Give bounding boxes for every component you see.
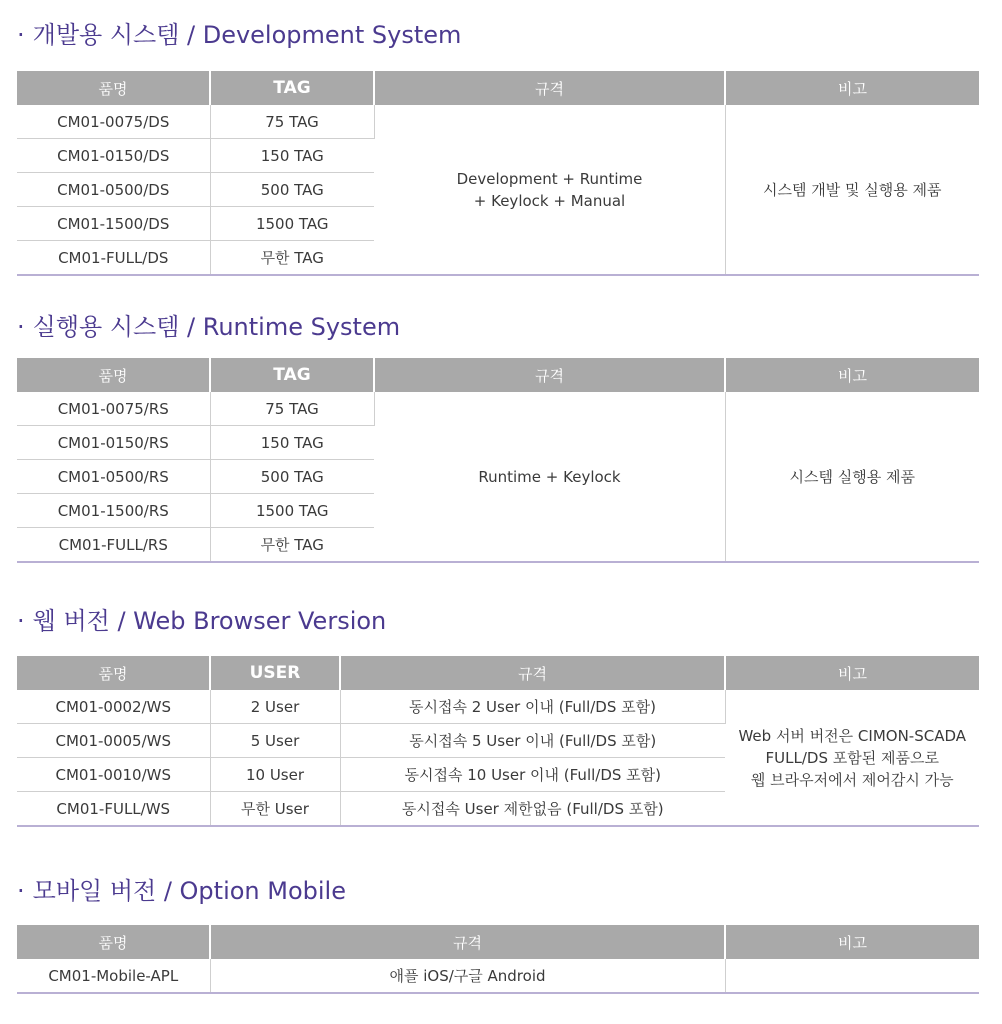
header-spec: 규격 bbox=[210, 925, 725, 959]
qty-cell: 무한 User bbox=[210, 792, 340, 827]
item-cell: CM01-0075/RS bbox=[17, 392, 210, 426]
qty-cell: 150 TAG bbox=[210, 139, 374, 173]
spec-table bbox=[17, 71, 979, 276]
item-cell: CM01-0002/WS bbox=[17, 690, 210, 724]
item-cell: CM01-0500/DS bbox=[17, 173, 210, 207]
header-note: 비고 bbox=[725, 656, 979, 690]
header-note: 비고 bbox=[725, 71, 979, 105]
qty-cell: 75 TAG bbox=[210, 105, 374, 139]
header-tag: TAG bbox=[210, 358, 374, 392]
qty-cell: 1500 TAG bbox=[210, 494, 374, 528]
note-line: FULL/DS 포함된 제품으로 bbox=[765, 748, 939, 767]
item-cell: CM01-FULL/DS bbox=[17, 241, 210, 276]
header-tag: TAG bbox=[210, 71, 374, 105]
item-cell: CM01-FULL/WS bbox=[17, 792, 210, 827]
item-cell: CM01-0150/RS bbox=[17, 426, 210, 460]
spec-line: Development + Runtime bbox=[456, 169, 643, 188]
qty-cell: 75 TAG bbox=[210, 392, 374, 426]
spec-cell: 동시접속 10 User 이내 (Full/DS 포함) bbox=[340, 758, 725, 792]
bullet-icon: · bbox=[17, 313, 25, 341]
note-line: 웹 브라우저에서 제어감시 가능 bbox=[750, 770, 954, 789]
item-cell: CM01-1500/DS bbox=[17, 207, 210, 241]
table-header-row bbox=[17, 925, 979, 959]
spec-table bbox=[17, 358, 979, 563]
spec-cell: 동시접속 2 User 이내 (Full/DS 포함) bbox=[340, 690, 725, 724]
header-note: 비고 bbox=[725, 358, 979, 392]
qty-cell: 2 User bbox=[210, 690, 340, 724]
table-row bbox=[17, 105, 979, 139]
section-mobile bbox=[17, 874, 979, 996]
section-web bbox=[17, 604, 979, 828]
spec-cell: 애플 iOS/구글 Android bbox=[210, 959, 725, 993]
qty-cell: 500 TAG bbox=[210, 460, 374, 494]
bullet-icon: · bbox=[17, 877, 25, 905]
qty-cell: 무한 TAG bbox=[260, 535, 324, 554]
qty-cell: 10 User bbox=[210, 758, 340, 792]
note-line: 시스템 개발 및 실행용 제품 bbox=[763, 180, 942, 199]
spec-cell: 동시접속 User 제한없음 (Full/DS 포함) bbox=[401, 799, 664, 818]
note-line: Web 서버 버전은 CIMON-SCADA bbox=[738, 726, 967, 745]
item-cell: CM01-0005/WS bbox=[17, 724, 210, 758]
section-title: · 개발용 시스템 / Development System bbox=[17, 21, 462, 49]
note-line: 시스템 실행용 제품 bbox=[789, 467, 915, 486]
section-title: · 실행용 시스템 / Runtime System bbox=[17, 313, 401, 341]
section-runtime bbox=[17, 310, 979, 564]
table-row bbox=[17, 392, 979, 426]
header-item: 품명 bbox=[17, 358, 210, 392]
spec-line: + Keylock + Manual bbox=[473, 191, 626, 210]
spec-cell bbox=[374, 105, 725, 275]
qty-cell: 500 TAG bbox=[210, 173, 374, 207]
header-item: 품명 bbox=[17, 71, 210, 105]
spec-cell: 동시접속 5 User 이내 (Full/DS 포함) bbox=[340, 724, 725, 758]
qty-cell: 무한 TAG bbox=[260, 248, 324, 267]
spec-cell bbox=[374, 392, 725, 562]
header-spec: 규격 bbox=[374, 71, 725, 105]
spec-table bbox=[17, 925, 979, 994]
header-spec: 규격 bbox=[374, 358, 725, 392]
header-user: USER bbox=[210, 656, 340, 690]
item-cell: CM01-0500/RS bbox=[17, 460, 210, 494]
header-spec: 규격 bbox=[340, 656, 725, 690]
table-row bbox=[17, 959, 979, 993]
header-item: 품명 bbox=[17, 925, 210, 959]
header-item: 품명 bbox=[17, 656, 210, 690]
item-cell: CM01-0150/DS bbox=[17, 139, 210, 173]
note-cell bbox=[725, 690, 979, 826]
table-header-row bbox=[17, 358, 979, 392]
table-header-row bbox=[17, 71, 979, 105]
note-cell bbox=[725, 959, 979, 993]
table-header-row bbox=[17, 656, 979, 690]
item-cell: CM01-FULL/RS bbox=[17, 528, 210, 563]
item-cell: CM01-0075/DS bbox=[17, 105, 210, 139]
spec-line: Runtime + Keylock bbox=[478, 467, 621, 486]
item-cell: CM01-1500/RS bbox=[17, 494, 210, 528]
qty-cell: 150 TAG bbox=[210, 426, 374, 460]
bullet-icon: · bbox=[17, 21, 25, 49]
note-cell bbox=[725, 105, 979, 275]
section-title: · 모바일 버전 / Option Mobile bbox=[17, 877, 346, 905]
section-title: · 웹 버전 / Web Browser Version bbox=[17, 607, 387, 635]
table-row bbox=[17, 690, 979, 724]
section-development bbox=[17, 18, 979, 276]
qty-cell: 1500 TAG bbox=[210, 207, 374, 241]
item-cell: CM01-0010/WS bbox=[17, 758, 210, 792]
spec-table bbox=[17, 656, 979, 827]
qty-cell: 5 User bbox=[210, 724, 340, 758]
bullet-icon: · bbox=[17, 607, 25, 635]
header-note: 비고 bbox=[725, 925, 979, 959]
item-cell: CM01-Mobile-APL bbox=[17, 959, 210, 993]
note-cell bbox=[725, 392, 979, 562]
